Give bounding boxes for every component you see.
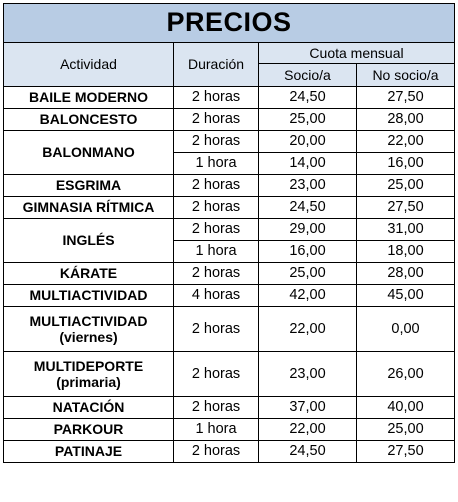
duration-cell: 2 horas bbox=[174, 441, 259, 463]
non-member-price: 31,00 bbox=[357, 219, 455, 241]
activity-name-cell bbox=[4, 307, 174, 352]
member-price: 37,00 bbox=[259, 397, 357, 419]
member-price: 22,00 bbox=[259, 419, 357, 441]
non-member-price: 0,00 bbox=[357, 307, 455, 352]
duration-cell: 2 horas bbox=[174, 219, 259, 241]
non-member-price: 25,00 bbox=[357, 419, 455, 441]
non-member-price: 27,50 bbox=[357, 197, 455, 219]
header-activity: Actividad bbox=[4, 43, 174, 87]
duration-cell: 2 horas bbox=[174, 307, 259, 352]
header-duration: Duración bbox=[174, 43, 259, 87]
table-title: PRECIOS bbox=[4, 4, 455, 43]
non-member-price: 27,50 bbox=[357, 87, 455, 109]
duration-cell: 2 horas bbox=[174, 352, 259, 397]
activity-name: BALONCESTO bbox=[4, 109, 174, 131]
price-table-container bbox=[3, 3, 455, 463]
table-row bbox=[4, 109, 455, 131]
duration-cell: 2 horas bbox=[174, 397, 259, 419]
member-price: 24,50 bbox=[259, 441, 357, 463]
member-price: 42,00 bbox=[259, 285, 357, 307]
table-body bbox=[4, 87, 455, 463]
member-price: 23,00 bbox=[259, 175, 357, 197]
table-row bbox=[4, 175, 455, 197]
activity-name: PARKOUR bbox=[4, 419, 174, 441]
non-member-price: 40,00 bbox=[357, 397, 455, 419]
table-row bbox=[4, 263, 455, 285]
duration-cell: 2 horas bbox=[174, 197, 259, 219]
activity-name: ESGRIMA bbox=[4, 175, 174, 197]
duration-cell: 2 horas bbox=[174, 87, 259, 109]
non-member-price: 28,00 bbox=[357, 109, 455, 131]
activity-name: BAILE MODERNO bbox=[4, 87, 174, 109]
table-row bbox=[4, 197, 455, 219]
duration-cell: 1 hora bbox=[174, 419, 259, 441]
member-price: 24,50 bbox=[259, 87, 357, 109]
non-member-price: 28,00 bbox=[357, 263, 455, 285]
activity-name: BALONMANO bbox=[4, 131, 174, 175]
non-member-price: 22,00 bbox=[357, 131, 455, 153]
member-price: 14,00 bbox=[259, 153, 357, 175]
activity-name: GIMNASIA RÍTMICA bbox=[4, 197, 174, 219]
activity-name: NATACIÓN bbox=[4, 397, 174, 419]
table-row bbox=[4, 219, 455, 241]
activity-name: MULTIDEPORTE bbox=[33, 357, 144, 374]
table-row bbox=[4, 87, 455, 109]
price-table bbox=[3, 3, 455, 463]
duration-cell: 2 horas bbox=[174, 131, 259, 153]
activity-name: KÁRATE bbox=[4, 263, 174, 285]
non-member-price: 27,50 bbox=[357, 441, 455, 463]
activity-name: MULTIACTIVIDAD bbox=[29, 312, 148, 329]
activity-name: PATINAJE bbox=[4, 441, 174, 463]
member-price: 23,00 bbox=[259, 352, 357, 397]
table-row bbox=[4, 419, 455, 441]
header-monthly-fee: Cuota mensual bbox=[259, 43, 455, 64]
member-price: 24,50 bbox=[259, 197, 357, 219]
activity-name: MULTIACTIVIDAD bbox=[4, 285, 174, 307]
activity-name: INGLÉS bbox=[4, 219, 174, 263]
duration-cell: 4 horas bbox=[174, 285, 259, 307]
table-row bbox=[4, 441, 455, 463]
member-price: 22,00 bbox=[259, 307, 357, 352]
table-row bbox=[4, 352, 455, 397]
header-non-member: No socio/a bbox=[357, 64, 455, 87]
non-member-price: 25,00 bbox=[357, 175, 455, 197]
duration-cell: 1 hora bbox=[174, 153, 259, 175]
table-row bbox=[4, 131, 455, 153]
header-member: Socio/a bbox=[259, 64, 357, 87]
duration-cell: 1 hora bbox=[174, 241, 259, 263]
duration-cell: 2 horas bbox=[174, 109, 259, 131]
non-member-price: 16,00 bbox=[357, 153, 455, 175]
table-row bbox=[4, 285, 455, 307]
non-member-price: 45,00 bbox=[357, 285, 455, 307]
member-price: 16,00 bbox=[259, 241, 357, 263]
activity-name-cell bbox=[4, 352, 174, 397]
table-row bbox=[4, 307, 455, 352]
activity-subtitle: (primaria) bbox=[56, 374, 121, 390]
duration-cell: 2 horas bbox=[174, 175, 259, 197]
table-row bbox=[4, 397, 455, 419]
member-price: 29,00 bbox=[259, 219, 357, 241]
member-price: 20,00 bbox=[259, 131, 357, 153]
member-price: 25,00 bbox=[259, 263, 357, 285]
non-member-price: 26,00 bbox=[357, 352, 455, 397]
activity-subtitle: (viernes) bbox=[59, 329, 118, 345]
member-price: 25,00 bbox=[259, 109, 357, 131]
duration-cell: 2 horas bbox=[174, 263, 259, 285]
non-member-price: 18,00 bbox=[357, 241, 455, 263]
